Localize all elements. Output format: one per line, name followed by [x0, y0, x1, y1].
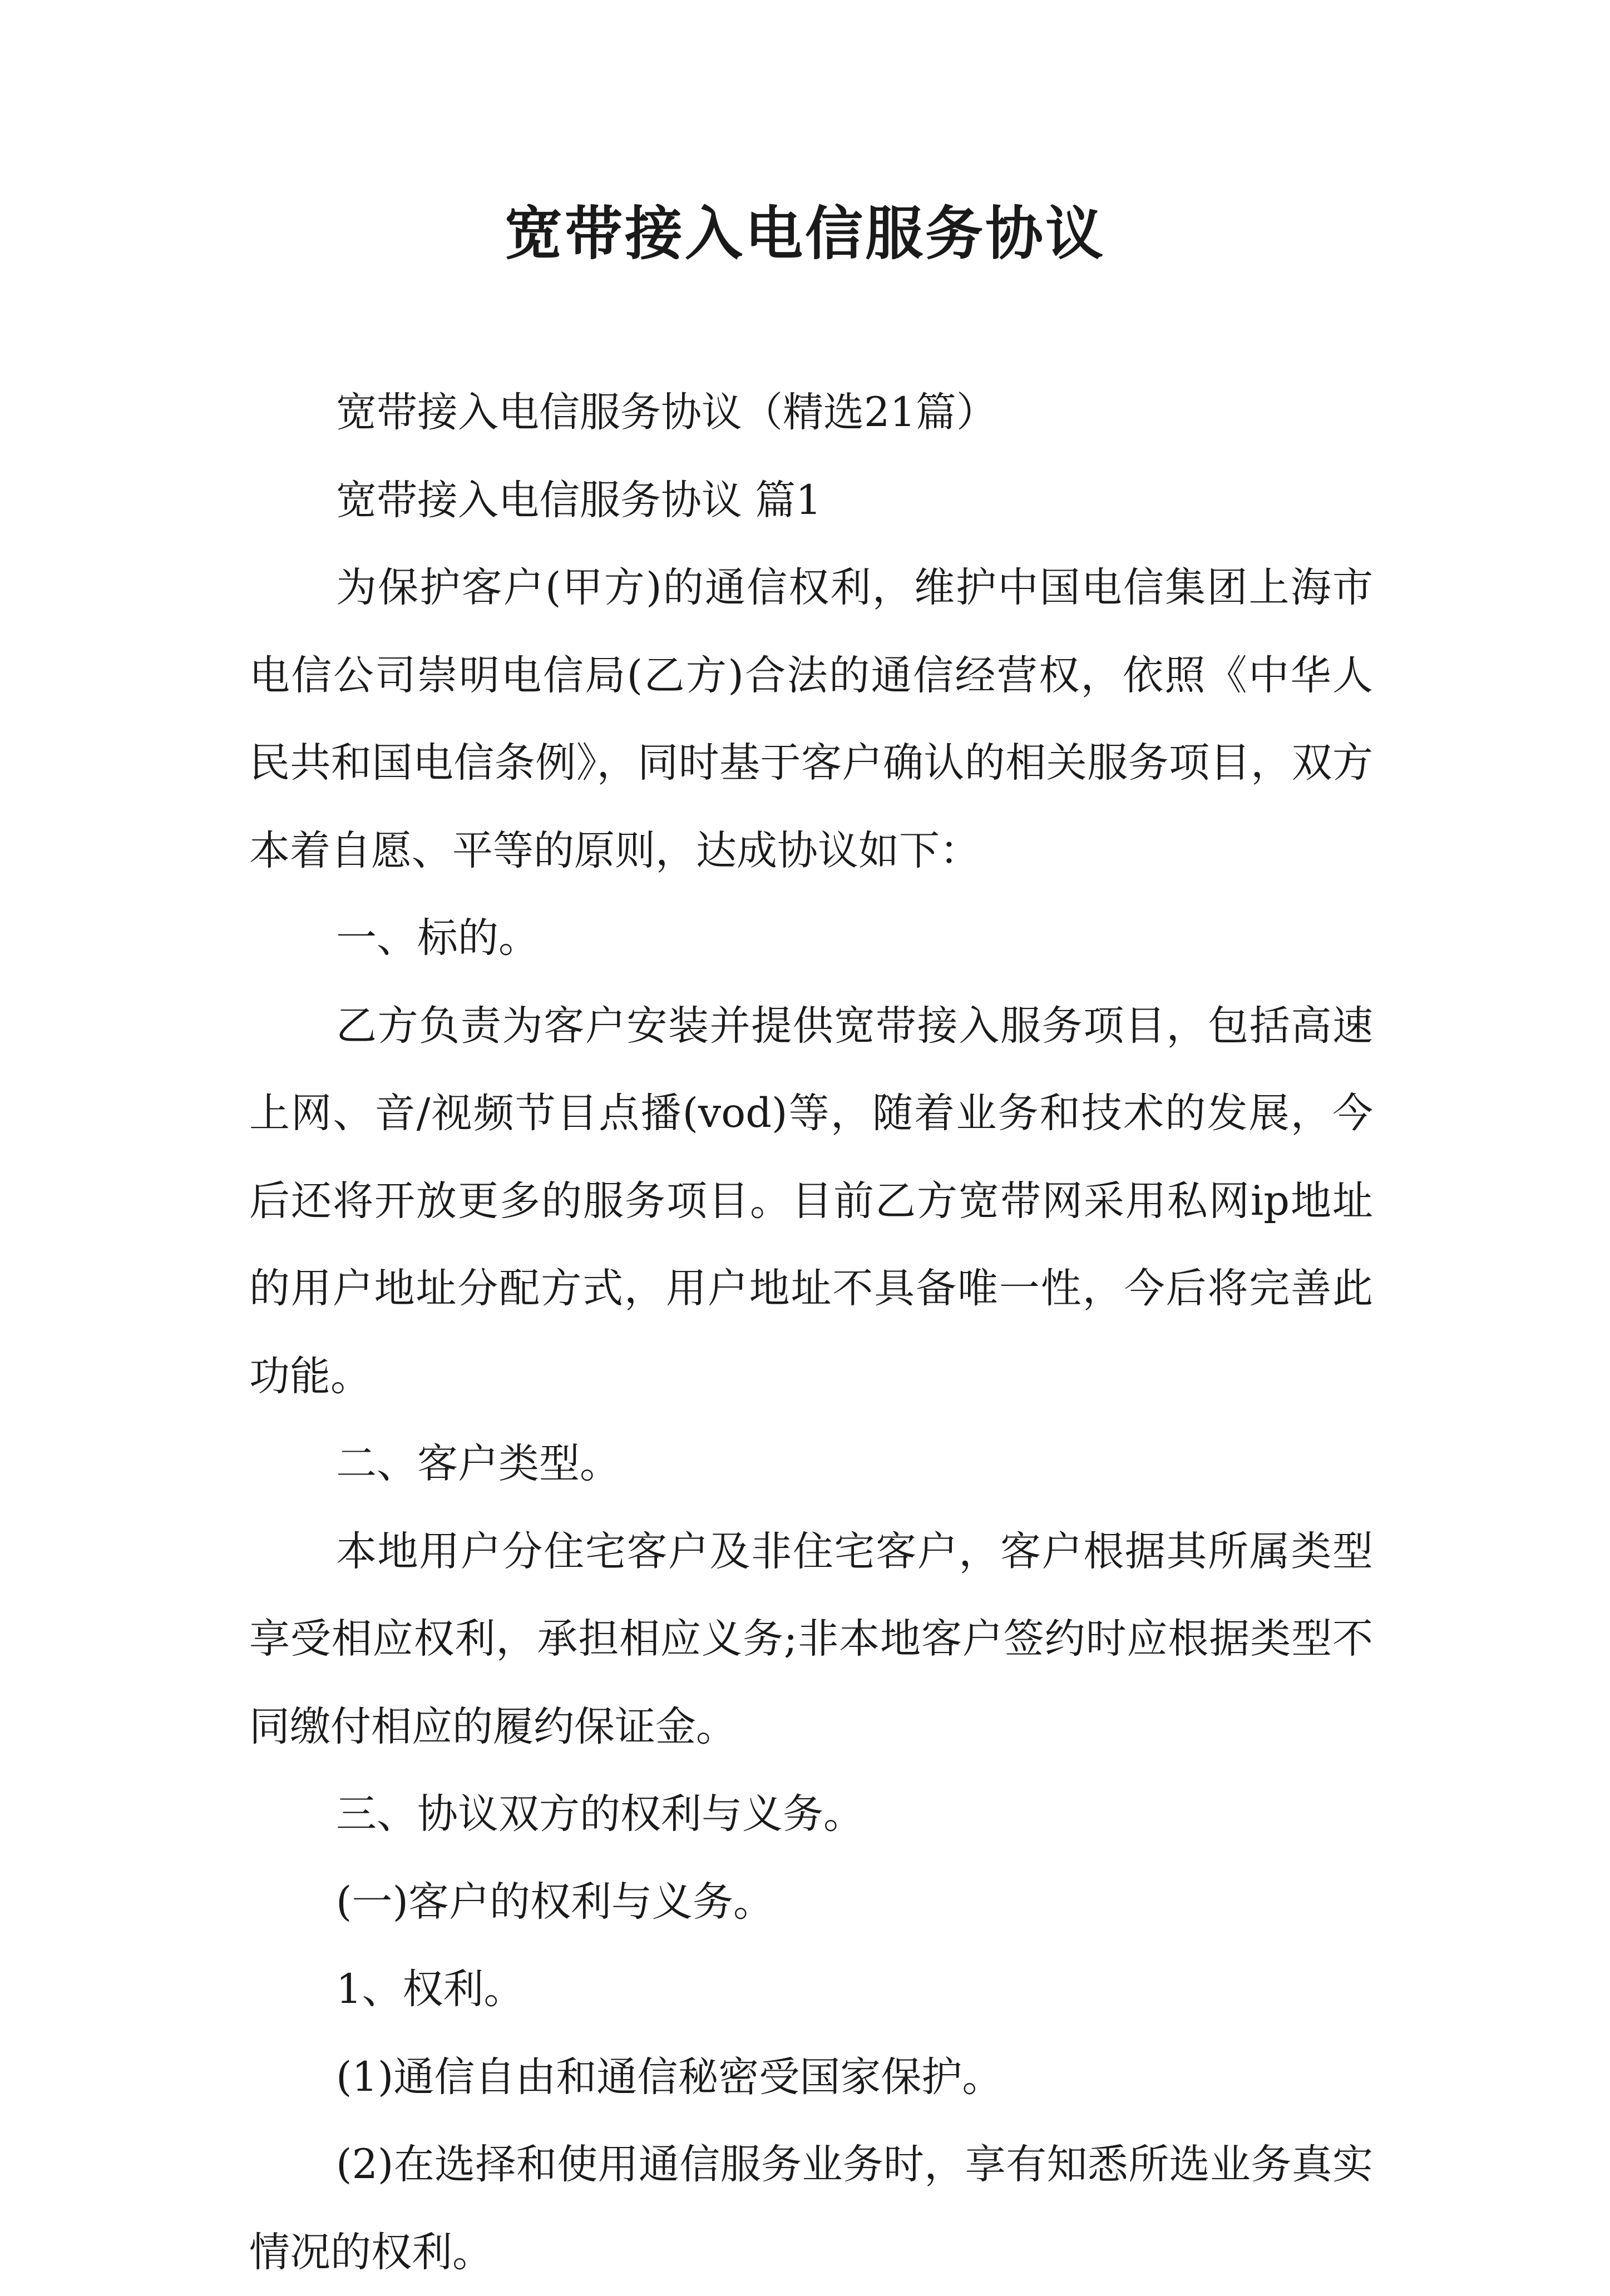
document-body [249, 369, 1373, 2296]
paragraph-clause-2-body: 本地用户分住宅客户及非住宅客户，客户根据其所属类型享受相应权利，承担相应义务;非本地客户签约时应根据类型不同缴付相应的履约保证金。 [249, 1527, 1373, 1750]
paragraph-clause-1-body: 乙方负责为客户安装并提供宽带接入服务项目，包括高速上网、音/视频节目点播(vod)等，随着业务和技术的发展，今后还将开放更多的服务项目。目前乙方宽带网采用私网ip地址的用户地址分配方式，用户地址不具备唯一性，今后将完善此功能。 [249, 1002, 1373, 1400]
paragraph-subclause-heading: (一)客户的权利与义务。 [336, 1878, 774, 1926]
paragraph-clause-2-heading: 二、客户类型。 [336, 1440, 620, 1487]
paragraph-right-2: (2)在选择和使用通信服务业务时，享有知悉所选业务真实情况的权利。 [249, 2141, 1373, 2276]
paragraph-clause-1-heading: 一、标的。 [336, 914, 539, 962]
paragraph-subtitle: 宽带接入电信服务协议（精选21篇） [336, 389, 997, 436]
paragraph-right-1: (1)通信自由和通信秘密受国家保护。 [336, 2053, 1003, 2101]
paragraph-clause-3-heading: 三、协议双方的权利与义务。 [336, 1790, 864, 1838]
paragraph-section-heading: 宽带接入电信服务协议 篇1 [336, 476, 822, 524]
document-title: 宽带接入电信服务协议 [504, 199, 1105, 268]
paragraph-preamble: 为保护客户(甲方)的通信权利，维护中国电信集团上海市电信公司崇明电信局(乙方)合法的通信经营权，依照《中华人民共和国电信条例》，同时基于客户确认的相关服务项目，双方本着自愿、平等的原则，达成协议如下： [249, 564, 1373, 874]
paragraph-rights-heading: 1、权利。 [336, 1966, 525, 2013]
